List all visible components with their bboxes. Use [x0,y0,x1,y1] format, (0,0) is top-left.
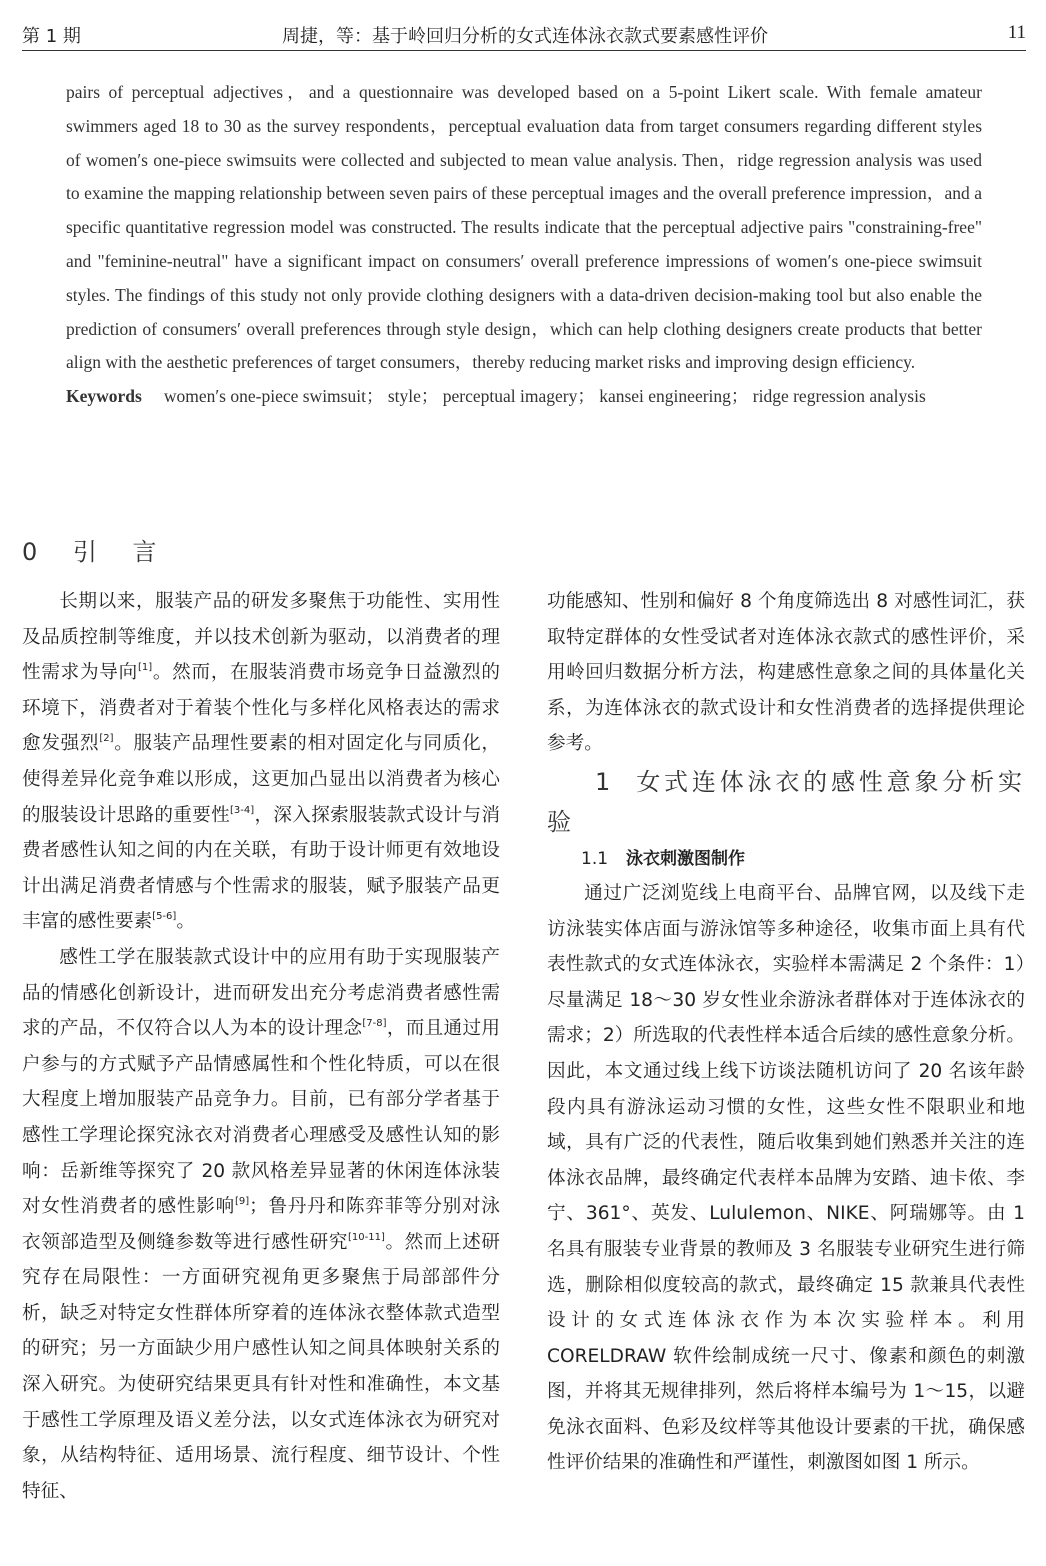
intro-paragraph-1: 长期以来，服装产品的研发多聚焦于功能性、实用性及品质控制等维度，并以技术创新为驱动，以消费者的理性需求为导向[1]。然而，在服装消费市场竞争日益激烈的环境下，消费者对于着装个性化与多样化风格表达的需求愈发强烈[2]。服装产品理性要素的相对固定化与同质化，使得差异化竞争难以形成，这更加凸显出以消费者为核心的服装设计思路的重要性[3-4]，深入探索服装款式设计与消费者感性认知之间的内在关联，有助于设计师更有效地设计出满足消费者情感与个性需求的服装，赋予服装产品更丰富的感性要素[5-6]。 [22,591,500,933]
citation: [7-8] [362,1018,387,1030]
citation: [2] [99,733,114,745]
issue-number: 第 1 期 [22,26,81,47]
citation: [1] [137,662,153,674]
section-0-number: 0 [22,538,52,566]
running-header [22,18,1026,51]
section-1-number: 1 [595,767,614,796]
abstract-text: pairs of perceptual adjectives，and a questionnaire was developed based on a 5-point Likert scale. With female amateur swimmers aged 18 to 30 as the survey respondents，perceptual evaluation data from target consumers regarding different styles of women′s one-piece swimsuits were collected and subjected to mean value analysis. Then，ridge regression analysis was used to examine the mapping relationship between seven pairs of these perceptual images and the overall preference impression，and a specific quantitative regression model was constructed. The results indicate that the perceptual adjective pairs "constraining-free" and "feminine-neutral" have a significant impact on consumers′ overall preference impressions of women′s one-piece swimsuit styles. The findings of this study not only provide clothing designers with a data-driven decision-making tool but also enable the prediction of consumers′ overall preferences through style design，which can help clothing designers create products that better align with the aesthetic preferences of target consumers，thereby reducing market risks and improving design efficiency. [66,82,982,373]
section-1-heading [547,762,1025,842]
keywords-list: women′s one-piece swimsuit； style； perceptual imagery； kansei engineering； ridge regression analysis [163,386,926,407]
citation: [3-4] [230,804,255,816]
section-0-title: 引 言 [72,538,171,566]
section-1-1-paragraph: 通过广泛浏览线上电商平台、品牌官网，以及线下走访泳装实体店面与游泳馆等多种途径，收集市面上具有代表性款式的女式连体泳衣，实验样本需满足 2 个条件：1）尽量满足 18～30 岁女性业余游泳者群体对于连体泳衣的需求；2）所选取的代表性样本适合后续的感性意象分析。因此，本文通过线上线下访谈法随机访问了 20 名该年龄段内具有游泳运动习惯的女性，这些女性不限职业和地域，具有广泛的代表性，随后收集到她们熟悉并关注的连体泳衣品牌，最终确定代表样本品牌为安踏、迪卡侬、李宁、361°、英发、Lululemon、NIKE、阿瑞娜等。由 1 名具有服装专业背景的教师及 3 名服装专业研究生进行筛选，删除相似度较高的款式，最终确定 15 款兼具代表性设计的女式连体泳衣作为本次实验样本。利用 CORELDRAW 软件绘制成统一尺寸、像素和颜色的刺激图，并将其无规律排列，然后将样本编号为 1～15，以避免泳衣面料、色彩及纹样等其他设计要素的干扰，确保感性评价结果的准确性和严谨性，刺激图如图 1 所示。 [547,882,1025,1474]
running-title: 周捷，等：基于岭回归分析的女式连体泳衣款式要素感性评价 [282,26,768,47]
citation: [10-11] [348,1231,385,1243]
citation: [5-6] [152,911,177,923]
section-0-heading [22,532,522,567]
subsection-title: 泳衣刺激图制作 [626,848,746,869]
subsection-1-1-heading [547,842,1025,876]
keywords [66,380,982,414]
page-number: 11 [1007,22,1026,43]
subsection-number: 1.1 [581,848,609,869]
intro-paragraph-2: 感性工学在服装款式设计中的应用有助于实现服装产品的情感化创新设计，进而研发出充分考虑消费者感性需求的产品，不仅符合以人为本的设计理念[7-8]，而且通过用户参与的方式赋予产品情感属性和个性化特质，可以在很大程度上增加服装产品竞争力。目前，已有部分学者基于感性工学理论探究泳衣对消费者心理感受及感性认知的影响：岳新维等探究了 20 款风格差异显著的休闲连体泳装对女性消费者的感性影响[9]；鲁丹丹和陈弈菲等分别对泳衣领部造型及侧缝参数等进行感性研究[10-11]。然而上述研究存在局限性：一方面研究视角更多聚焦于局部部件分析，缺乏对特定女性群体所穿着的连体泳衣整体款式造型的研究；另一方面缺少用户感性认知之间具体映射关系的深入研究。为使研究结果更具有针对性和准确性，本文基于感性工学原理及语义差分法，以女式连体泳衣为研究对象，从结构特征、适用场景、流行程度、细节设计、个性特征、 [22,946,500,1502]
intro-paragraph-continued: 功能感知、性别和偏好 8 个角度筛选出 8 对感性词汇，获取特定群体的女性受试者对连体泳衣款式的感性评价，采用岭回归数据分析方法，构建感性意象之间的具体量化关系，为连体泳衣的款式设计和女性消费者的选择提供理论参考。 [547,591,1025,755]
right-column [547,584,1025,1481]
left-column [22,584,500,1509]
keywords-label: Keywords [66,386,142,407]
citation: [9] [234,1196,250,1208]
english-abstract [66,76,982,414]
section-1-title: 女式连体泳衣的感性意象分析实验 [547,767,1025,836]
